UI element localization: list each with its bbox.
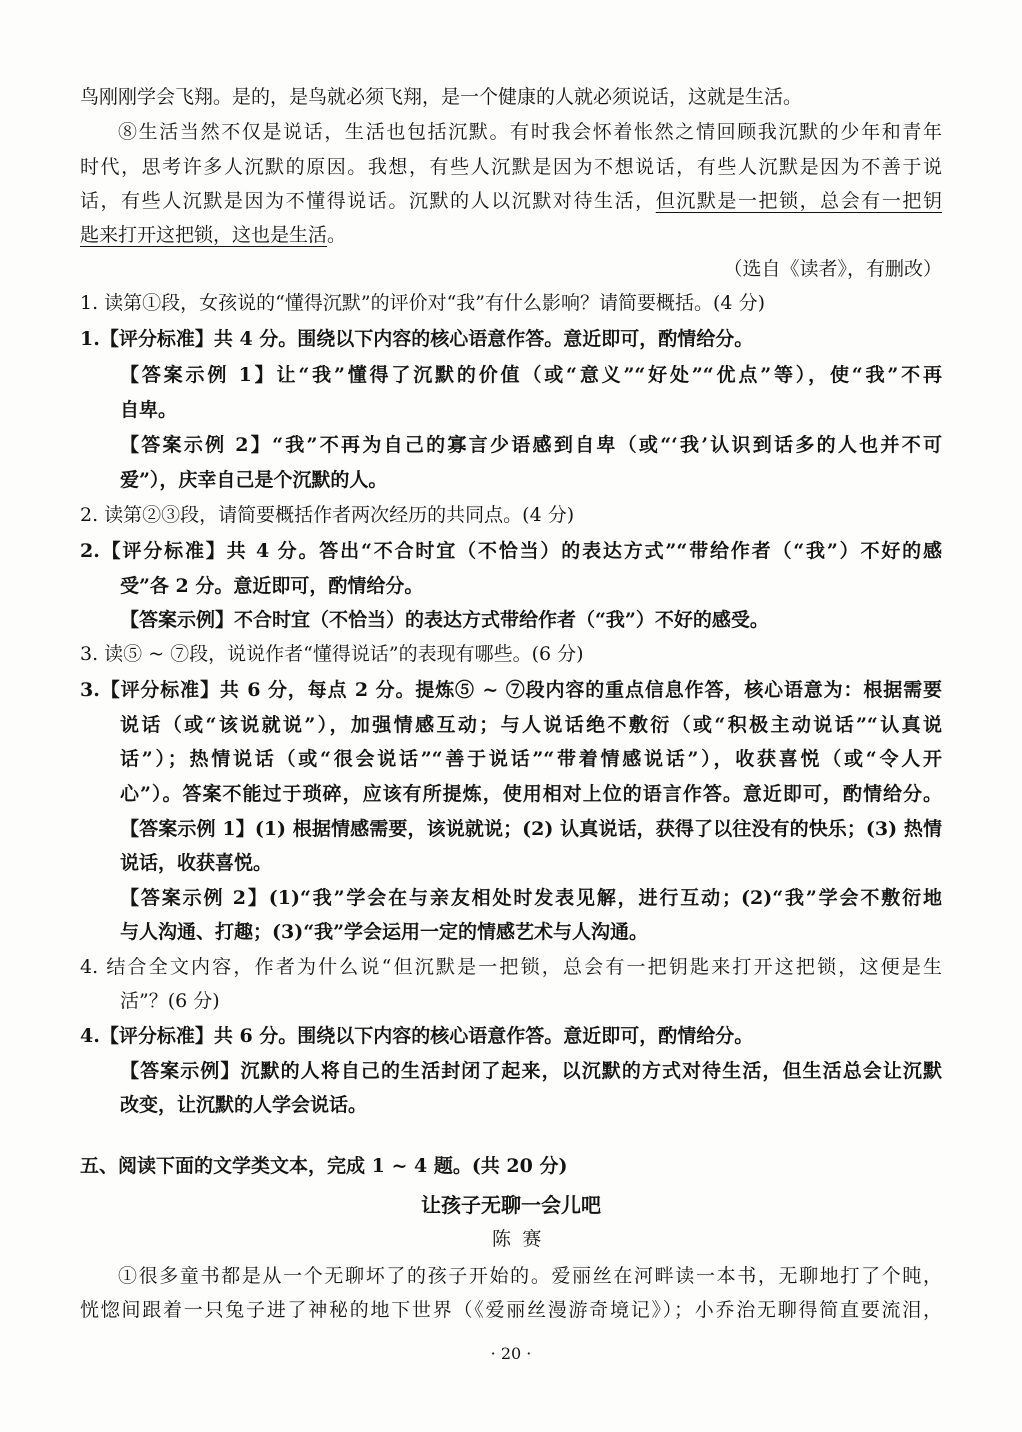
answer-3-standard-line4: 心”）。答案不能过于琐碎，应该有所提炼，使用相对上位的语言作答。意近即可，酌情给分。: [120, 783, 942, 805]
section-5-p1-line1: ①很多童书都是从一个无聊坏了的孩子开始的。爱丽丝在河畔读一本书，无聊地打了个盹，: [118, 1265, 942, 1287]
question-4-line1: 4. 结合全文内容，作者为什么说“但沉默是一把锁，总会有一把钥匙来打开这把锁，这便是生: [80, 956, 942, 978]
question-3: 3. 读⑤ ~ ⑦段，说说作者“懂得说话”的表现有哪些。(6 分): [80, 643, 584, 665]
passage-p8-line2: 时代，思考许多人沉默的原因。我想，有些人沉默是因为不想说话，有些人沉默是因为不善于说: [80, 156, 942, 178]
section-5-title: 让孩子无聊一会儿吧: [421, 1193, 601, 1217]
underlined-sentence-part2: 匙来打开这把锁，这也是生活: [80, 224, 328, 246]
question-1: 1. 读第①段，女孩说的“懂得沉默”的评价对“我”有什么影响？请简要概括。(4 分): [80, 292, 765, 314]
answer-1-example1-line1: 【答案示例 1】让“我”懂得了沉默的价值（或“意义”“好处”“优点”等），使“我”不再: [120, 364, 942, 386]
page-number: · 20 ·: [490, 1344, 532, 1363]
section-5-author: 陈赛: [491, 1228, 553, 1250]
answer-1-standard: 1.【评分标准】共 4 分。围绕以下内容的核心语意作答。意近即可，酌情给分。: [80, 328, 754, 350]
section-5-heading: 五、阅读下面的文学类文本，完成 1 ~ 4 题。(共 20 分): [80, 1155, 568, 1177]
underlined-sentence-part1: 但沉默是一把锁，总会有一把钥: [655, 190, 942, 212]
passage-p8-line3-plain: 话，有些人沉默是因为不懂得说话。沉默的人以沉默对待生活，: [80, 190, 656, 212]
answer-4-standard: 4.【评分标准】共 6 分。围绕以下内容的核心语意作答。意近即可，酌情给分。: [80, 1025, 754, 1047]
answer-3-example2-line1: 【答案示例 2】(1)“我”学会在与亲友相处时发表见解，进行互动；(2)“我”学会不敷衍地: [120, 887, 942, 909]
answer-4-example-line2: 改变，让沉默的人学会说话。: [120, 1094, 368, 1116]
question-4-line2: 活”？(6 分): [120, 990, 220, 1012]
question-2: 2. 读第②③段，请简要概括作者两次经历的共同点。(4 分): [80, 504, 575, 526]
answer-2-standard-line1: 2.【评分标准】共 4 分。答出“不合时宜（不恰当）的表达方式”“带给作者（“我”）不好的感: [80, 540, 942, 562]
answer-3-standard-line1: 3.【评分标准】共 6 分，每点 2 分。提炼⑤ ~ ⑦段内容的重点信息作答，核心语意为：根据需要: [80, 679, 942, 701]
answer-3-example1-line2: 说话，收获喜悦。: [120, 852, 273, 874]
passage-source: （选自《读者》，有删改）: [723, 258, 942, 280]
answer-1-example2-line2: 爱”），庆幸自己是个沉默的人。: [120, 469, 388, 491]
answer-1-example1-line2: 自卑。: [120, 399, 178, 421]
answer-3-example1-line1: 【答案示例 1】(1) 根据情感需要，该说就说；(2) 认真说话，获得了以往没有的快乐；(3) 热情: [120, 818, 942, 840]
passage-p8-line3: [80, 188, 942, 214]
answer-2-example: 【答案示例】不合时宜（不恰当）的表达方式带给作者（“我”）不好的感受。: [120, 609, 769, 631]
answer-2-standard-line2: 受”各 2 分。意近即可，酌情给分。: [120, 575, 424, 597]
passage-p8-line1: ⑧生活当然不仅是说话，生活也包括沉默。有时我会怀着怅然之情回顾我沉默的少年和青年: [118, 121, 942, 143]
section-5-p1-line2: 恍惚间跟着一只兔子进了神秘的地下世界（《爱丽丝漫游奇境记》）；小乔治无聊得简直要流泪，: [80, 1299, 942, 1321]
answer-1-example2-line1: 【答案示例 2】“我”不再为自己的寡言少语感到自卑（或“‘我’认识到话多的人也并不可: [120, 434, 942, 456]
passage-p8-line4: [80, 222, 942, 248]
passage-p8-line4-end: 。: [327, 224, 347, 246]
answer-3-standard-line3: 话”）；热情说话（或“很会说话”“善于说话”“带着情感说话”），收获喜悦（或“令人开: [120, 748, 942, 770]
passage-p7-tail: 鸟刚刚学会飞翔。是的，是鸟就必须飞翔，是一个健康的人就必须说话，这就是生活。: [80, 86, 803, 108]
answer-3-standard-line2: 说话（或“该说就说”），加强情感互动；与人说话绝不敷衍（或“积极主动说话”“认真说: [120, 714, 942, 736]
answer-4-example-line1: 【答案示例】沉默的人将自己的生活封闭了起来，以沉默的方式对待生活，但生活总会让沉默: [120, 1060, 942, 1082]
answer-3-example2-line2: 与人沟通、打趣；(3)“我”学会运用一定的情感艺术与人沟通。: [120, 921, 649, 943]
